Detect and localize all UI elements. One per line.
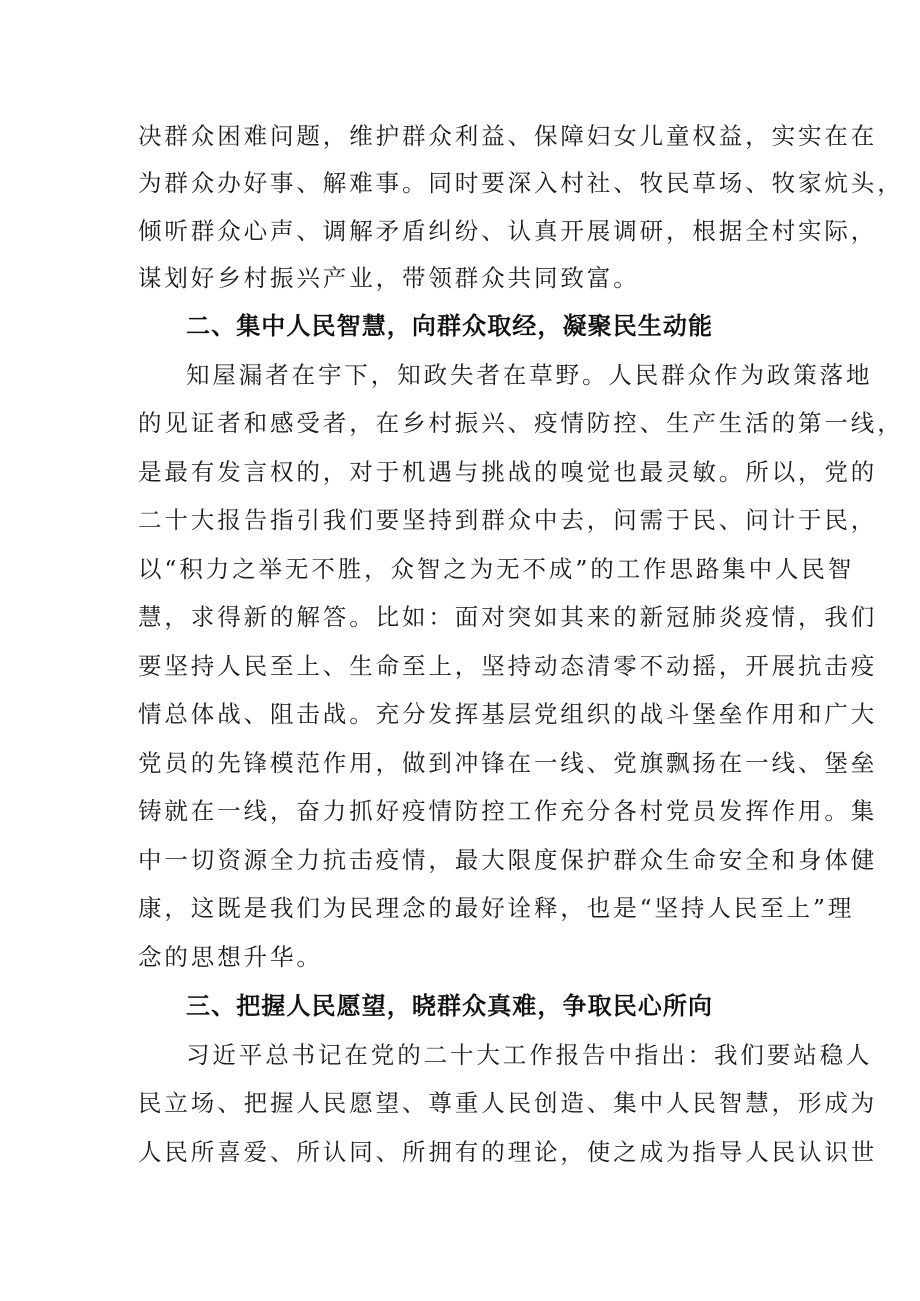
paragraph-line: 谋划好乡村振兴产业，带领群众共同致富。 [138,264,640,292]
paragraph-line: 为群众办好事、解难事。同时要深入村社、牧民草场、牧家炕头， [138,169,904,197]
paragraph-line: 是最有发言权的，对于机遇与挑战的嗅觉也最灵敏。所以，党的 [138,458,878,486]
paragraph-line: 中一切资源全力抗击疫情，最大限度保护群众生命安全和身体健 [138,846,878,874]
paragraph-line: 习近平总书记在党的二十大工作报告中指出：我们要站稳人 [186,1041,873,1069]
paragraph-line: 倾听群众心声、调解矛盾纠纷、认真开展调研，根据全村实际， [138,217,878,245]
section-heading: 三、把握人民愿望，晓群众真难，争取民心所向 [186,992,714,1020]
paragraph-line: 二十大报告指引我们要坚持到群众中去，问需于民、问计于民， [138,506,878,534]
paragraph-line: 民立场、把握人民愿望、尊重人民创造、集中人民智慧，形成为 [138,1089,878,1117]
paragraph-line: 党员的先锋模范作用，做到冲锋在一线、党旗飘扬在一线、堡垒 [138,749,878,777]
section-heading: 二、集中人民智慧，向群众取经，凝聚民生动能 [186,312,714,340]
paragraph-line: 要坚持人民至上、生命至上，坚持动态清零不动摇，开展抗击疫 [138,652,878,680]
paragraph-line: 人民所喜爱、所认同、所拥有的理论，使之成为指导人民认识世 [138,1138,878,1166]
paragraph-line: 康，这既是我们为民理念的最好诠释，也是“坚持人民至上”理 [138,894,855,922]
paragraph-line: 以“积力之举无不胜，众智之为无不成”的工作思路集中人民智 [138,555,855,583]
paragraph-line: 慧，求得新的解答。比如：面对突如其来的新冠肺炎疫情，我们 [138,603,878,631]
paragraph-line: 的见证者和感受者，在乡村振兴、疫情防控、生产生活的第一线， [138,409,904,437]
paragraph-line: 情总体战、阻击战。充分发挥基层党组织的战斗堡垒作用和广大 [138,700,878,728]
paragraph-line: 知屋漏者在宇下，知政失者在草野。人民群众作为政策落地 [186,361,873,389]
paragraph-line: 铸就在一线，奋力抓好疫情防控工作充分各村党员发挥作用。集 [138,797,878,825]
paragraph-line: 念的思想升华。 [138,943,323,971]
paragraph-line: 决群众困难问题，维护群众利益、保障妇女儿童权益，实实在在 [138,122,878,150]
